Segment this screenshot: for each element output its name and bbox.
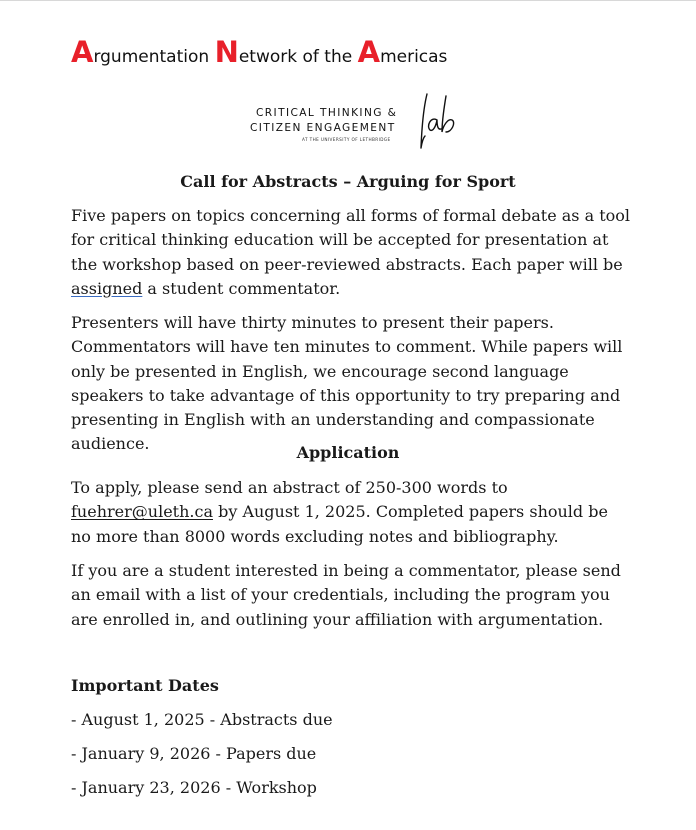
org-word: mericas: [380, 47, 448, 67]
paragraph-presenters: Presenters will have thirty minutes to present their papers. Commentators will have ten minutes to comment. While papers will only be presented in English, we encourage second language speakers to take advantage of this opportunity to try preparing and presenting in English with an understanding and compassionate audience.: [71, 313, 623, 454]
top-divider: [0, 0, 696, 1]
lab-logo-line1: CRITICAL THINKING &: [256, 107, 398, 119]
paragraph-commentator: If you are a student interested in being a commentator, please send an email with a list of your credentials, including the program you are enrolled in, and outlining your affiliation with argumentation.: [71, 561, 621, 629]
org-word: rgumentation: [93, 47, 215, 67]
organization-name: [71, 35, 448, 69]
important-dates-heading: Important Dates: [71, 676, 219, 695]
paragraph-text: To apply, please send an abstract of 250-300 words to: [71, 478, 508, 497]
date-item: - January 23, 2026 - Workshop: [71, 778, 317, 797]
date-item: - January 9, 2026 - Papers due: [71, 744, 317, 763]
org-initial: N: [214, 35, 239, 69]
date-item: - August 1, 2025 - Abstracts due: [71, 710, 333, 729]
org-initial: A: [71, 35, 94, 69]
page-title: Call for Abstracts – Arguing for Sport: [180, 172, 516, 191]
lab-script-logo-icon: [413, 92, 459, 152]
org-initial: A: [357, 35, 381, 69]
paragraph-apply: [71, 476, 631, 549]
application-heading: Application: [296, 443, 400, 462]
paragraph-text: Five papers on topics concerning all forms of formal debate as a tool for critical thinking education will be accepted for presentation at the workshop based on peer-reviewed abstracts. Each paper will be: [71, 206, 631, 274]
org-word: etwork of the: [238, 47, 358, 67]
paragraph-intro: [71, 204, 631, 301]
paragraph-text: a student commentator.: [142, 278, 341, 298]
lab-logo-line2: CITIZEN ENGAGEMENT: [250, 122, 396, 134]
lab-logo-line3: AT THE UNIVERSITY OF LETHBRIDGE: [302, 137, 391, 142]
email-link[interactable]: fuehrer@uleth.ca: [71, 502, 213, 522]
paragraph-text: by August 1, 2025. Completed papers should be no more than 8000 words excluding notes and bibliography.: [71, 502, 608, 546]
assigned-word: assigned: [71, 278, 143, 298]
lab-logo: [250, 92, 460, 152]
